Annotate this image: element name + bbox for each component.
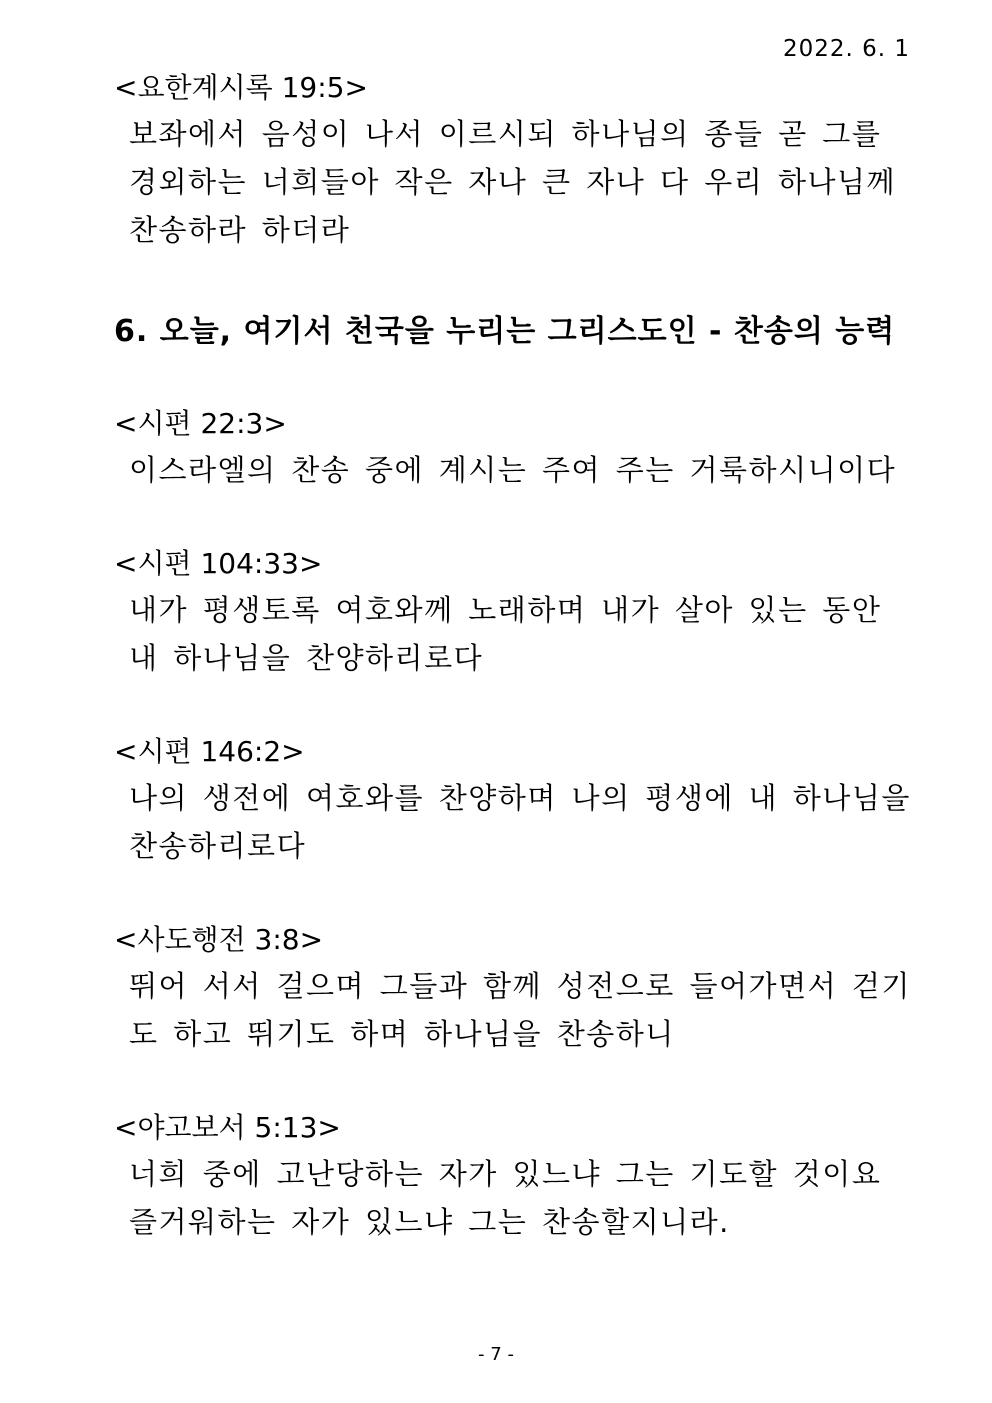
page-number: - 7 -	[478, 1344, 514, 1365]
scripture-line: 찬송하리로다	[129, 829, 307, 863]
scripture-line: 도 하고 뛰기도 하며 하나님을 찬송하니	[129, 1017, 675, 1051]
document-date: 2022. 6. 1	[782, 36, 910, 62]
scripture-passage	[114, 732, 914, 870]
scripture-passage	[114, 404, 914, 494]
scripture-line: 나의 생전에 여호와를 찬양하며 나의 평생에 내 하나님을	[129, 781, 911, 815]
scripture-passage	[114, 920, 914, 1058]
scripture-reference: <야고보서 5:13>	[114, 1111, 341, 1144]
scripture-line: 즐거워하는 자가 있느냐 그는 찬송할지니라.	[129, 1205, 730, 1239]
scripture-passage	[114, 1108, 914, 1246]
scripture-text	[129, 586, 914, 682]
scripture-line: 이스라엘의 찬송 중에 계시는 주여 주는 거룩하시니이다	[129, 453, 897, 487]
scripture-line: 경외하는 너희들아 작은 자나 큰 자나 다 우리 하나님께	[129, 165, 897, 199]
scripture-passage	[114, 68, 914, 254]
scripture-line: 내가 평생토록 여호와께 노래하며 내가 살아 있는 동안	[129, 593, 882, 627]
scripture-line: 뛰어 서서 걸으며 그들과 함께 성전으로 들어가면서 걷기	[129, 969, 911, 1003]
scripture-text	[129, 1150, 914, 1246]
section-heading: 6. 오늘, 여기서 천국을 누리는 그리스도인 - 찬송의 능력	[114, 314, 896, 349]
scripture-passage	[114, 544, 914, 682]
scripture-reference: <요한계시록 19:5>	[114, 71, 368, 104]
scripture-text	[129, 962, 914, 1058]
scripture-text	[129, 110, 914, 254]
scripture-reference: <시편 146:2>	[114, 735, 305, 768]
scripture-line: 너희 중에 고난당하는 자가 있느냐 그는 기도할 것이요	[129, 1157, 882, 1191]
scripture-line: 내 하나님을 찬양하리로다	[129, 641, 484, 675]
scripture-text	[129, 774, 914, 870]
scripture-line: 보좌에서 음성이 나서 이르시되 하나님의 종들 곧 그를	[129, 117, 882, 151]
document-body	[114, 68, 914, 1246]
scripture-reference: <시편 22:3>	[114, 407, 287, 440]
scripture-reference: <시편 104:33>	[114, 547, 323, 580]
scripture-line: 찬송하라 하더라	[129, 213, 351, 247]
scripture-reference: <사도행전 3:8>	[114, 923, 324, 956]
scripture-text	[129, 446, 914, 494]
